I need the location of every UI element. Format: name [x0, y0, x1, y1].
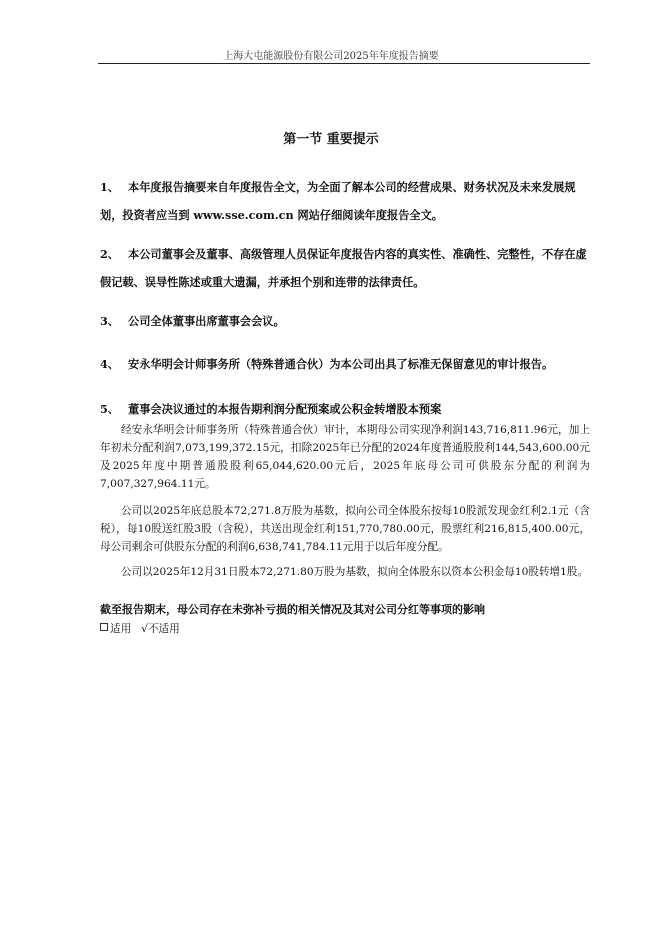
item-text: 安永华明会计师事务所（特殊普通合伙）为本公司出具了标准无保留意见的审计报告。 — [128, 357, 554, 371]
item-number: 5、 — [100, 402, 119, 416]
section-title: 第一节 重要提示 — [283, 132, 379, 147]
option-not-applicable-label: 不适用 — [147, 623, 180, 635]
option-applicable — [100, 623, 131, 635]
empty-checkbox-icon — [100, 623, 108, 631]
item-number: 4、 — [100, 357, 119, 371]
capital-reserve-paragraph: 公司以2025年12月31日股本72,271.80万股为基数，拟向全体股东以资本公积金每10股转增1股。 — [121, 566, 589, 578]
notice-item-5 — [100, 401, 590, 417]
checkmark-icon: √ — [141, 623, 148, 635]
applicability-options — [100, 621, 190, 637]
item-number: 2、 — [100, 247, 119, 261]
notice-item-4 — [100, 356, 590, 372]
item-number: 1、 — [100, 180, 119, 194]
item-text: 本公司董事会及董事、高级管理人员保证年度报告内容的真实性、准确性、完整性，不存在虚假记载、误导性陈述或重大遗漏，并承担个别和连带的法律责任。 — [100, 247, 587, 289]
option-applicable-label: 适用 — [110, 623, 132, 635]
item-text: 董事会决议通过的本报告期利润分配预案或公积金转增股本预案 — [128, 402, 442, 416]
item-number: 3、 — [100, 314, 119, 328]
item-text: 本年度报告摘要来自年度报告全文，为全面了解本公司的经营成果、财务状况及未来发展规划，投资者应当到 www.sse.com.cn 网站仔细阅读年度报告全文。 — [100, 180, 576, 222]
notice-item-1 — [100, 173, 590, 229]
option-not-applicable — [141, 623, 180, 635]
notice-item-2 — [100, 240, 590, 296]
item-text: 公司全体董事出席董事会会议。 — [128, 314, 285, 328]
notice-item-3 — [100, 313, 590, 329]
profit-paragraph: 经安永华明会计师事务所（特殊普通合伙）审计，本期母公司实现净利润143,716,811.96元，加上年初未分配利润7,073,199,372.15元，扣除2025年已分配的2024年度普通股股利144,543,600.00元及2025年度中期普通股股利65,044,620.00元后，2025年底母公司可供股东分配的利润为7,007,327,964.11元。 — [100, 424, 590, 490]
uncovered-loss-title: 截至报告期末，母公司存在未弥补亏损的相关情况及其对公司分红等事项的影响 — [100, 603, 485, 616]
header-divider — [98, 63, 590, 64]
dividend-paragraph: 公司以2025年底总股本72,271.8万股为基数，拟向公司全体股东按每10股派发现金红利2.1元（含税），每10股送红股3股（含税），共送出现金红利151,770,780.00元，股票红利216,815,400.00元，母公司剩余可供股东分配的利润6,638,741,784.11元用于以后年度分配。 — [100, 505, 590, 553]
page-header: 上海大屯能源股份有限公司2025年年度报告摘要 — [223, 51, 439, 62]
